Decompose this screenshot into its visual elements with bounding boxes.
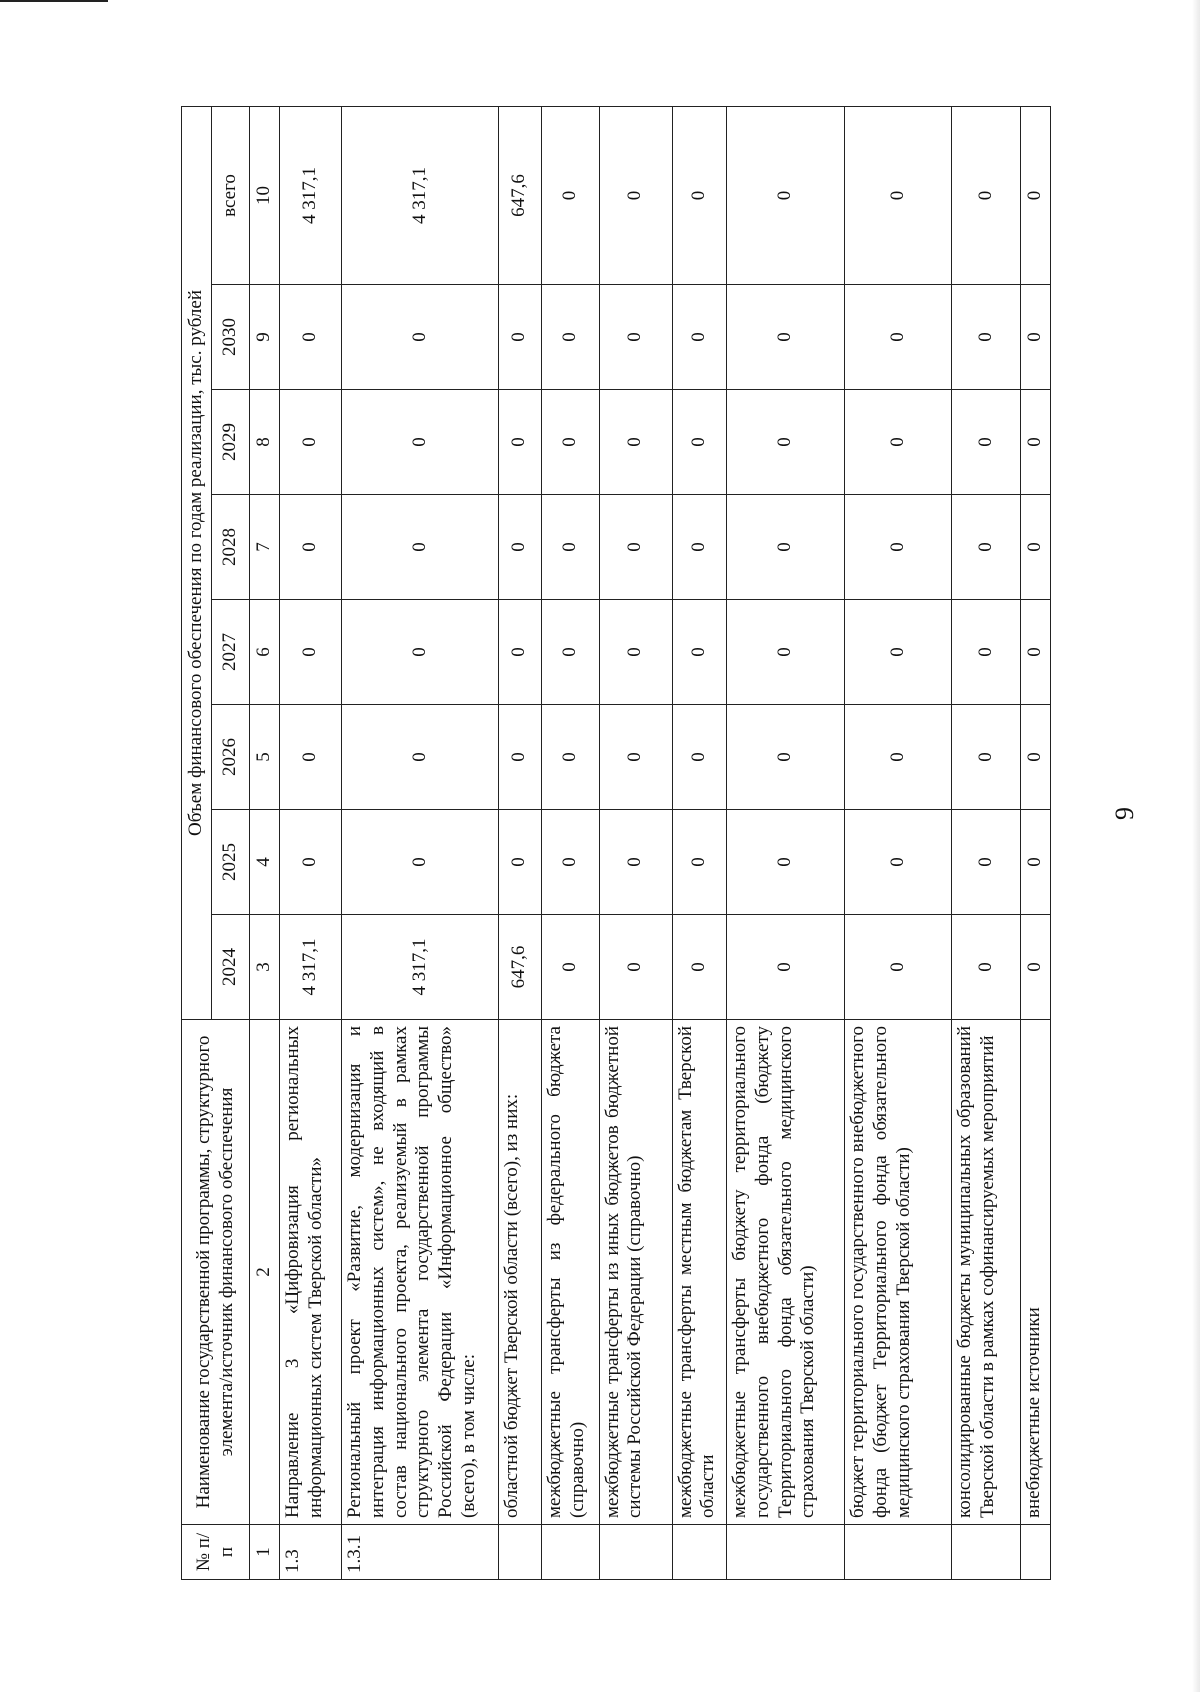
table-row xyxy=(672,106,726,1579)
row-value: 0 xyxy=(599,810,672,915)
column-number: 2 xyxy=(250,1020,280,1525)
column-number: 8 xyxy=(250,390,280,495)
row-number xyxy=(541,1525,599,1580)
header-no: № п/п xyxy=(182,1525,250,1580)
row-name: Направление 3 «Цифровизация региональных информационных систем Тверской области» xyxy=(279,1020,341,1525)
row-value: 0 xyxy=(726,810,844,915)
row-value: 0 xyxy=(599,600,672,705)
row-value: 0 xyxy=(342,390,499,495)
row-total: 647,6 xyxy=(498,106,541,284)
row-value: 0 xyxy=(1021,810,1051,915)
row-value: 0 xyxy=(279,705,341,810)
page-number: 9 xyxy=(1110,807,1139,820)
header-volume: Объем финансового обеспечения по годам реализации, тыс. рублей xyxy=(182,106,212,1019)
row-value: 0 xyxy=(672,705,726,810)
table-row xyxy=(845,106,952,1579)
scan-edge-mark xyxy=(0,0,108,8)
header-year: 2030 xyxy=(212,285,250,390)
header-name: Наименование государственной программы, структурного элемента/источник финансового обеспечения xyxy=(182,1020,250,1525)
row-value: 0 xyxy=(498,495,541,600)
row-name: внебюджетные источники xyxy=(1021,1020,1051,1525)
row-value: 0 xyxy=(541,495,599,600)
financing-table xyxy=(181,106,1051,1580)
row-value: 0 xyxy=(541,600,599,705)
row-value: 0 xyxy=(952,495,1021,600)
row-value: 0 xyxy=(726,390,844,495)
row-value: 4 317,1 xyxy=(342,915,499,1020)
row-value: 0 xyxy=(342,600,499,705)
row-value: 0 xyxy=(279,390,341,495)
row-value: 0 xyxy=(845,705,952,810)
row-total: 0 xyxy=(672,106,726,284)
row-value: 0 xyxy=(599,390,672,495)
row-value: 0 xyxy=(342,810,499,915)
table-row xyxy=(342,106,499,1579)
header-year: 2028 xyxy=(212,495,250,600)
row-value: 0 xyxy=(498,600,541,705)
row-value: 0 xyxy=(845,285,952,390)
row-value: 0 xyxy=(1021,915,1051,1020)
row-value: 0 xyxy=(279,495,341,600)
row-value: 0 xyxy=(599,915,672,1020)
column-number: 6 xyxy=(250,600,280,705)
row-value: 0 xyxy=(1021,495,1051,600)
row-value: 0 xyxy=(672,810,726,915)
row-value: 0 xyxy=(541,915,599,1020)
row-value: 4 317,1 xyxy=(279,915,341,1020)
row-value: 0 xyxy=(845,390,952,495)
row-name: бюджет территориального государственного внебюджетного фонда (бюджет Территориального фонда обязательного медицинского страхования Тверской области) xyxy=(845,1020,952,1525)
column-number: 5 xyxy=(250,705,280,810)
row-number xyxy=(845,1525,952,1580)
row-value: 0 xyxy=(498,810,541,915)
table-row xyxy=(952,106,1021,1579)
row-value: 0 xyxy=(498,285,541,390)
row-name: Региональный проект «Развитие, модернизация и интеграция информационных систем», не входящий в состав национального проекта, реализуемый в рамках структурного элемента государственной программы Российской Федерации «Информационное общество» (всего), в том числе: xyxy=(342,1020,499,1525)
row-value: 0 xyxy=(541,705,599,810)
table-row xyxy=(498,106,541,1579)
row-value: 0 xyxy=(726,915,844,1020)
column-number: 3 xyxy=(250,915,280,1020)
row-value: 0 xyxy=(279,285,341,390)
row-total: 4 317,1 xyxy=(342,106,499,284)
table-row xyxy=(279,106,341,1579)
row-name: консолидированные бюджеты муниципальных образований Тверской области в рамках софинансируемых мероприятий xyxy=(952,1020,1021,1525)
table-row xyxy=(541,106,599,1579)
row-value: 0 xyxy=(599,705,672,810)
row-number: 1.3 xyxy=(279,1525,341,1580)
row-total: 0 xyxy=(952,106,1021,284)
header-year: 2029 xyxy=(212,390,250,495)
rotated-table-container xyxy=(181,107,1051,1580)
row-value: 0 xyxy=(672,390,726,495)
row-total: 0 xyxy=(599,106,672,284)
row-value: 0 xyxy=(342,285,499,390)
row-total: 0 xyxy=(726,106,844,284)
row-value: 0 xyxy=(541,390,599,495)
row-value: 0 xyxy=(1021,390,1051,495)
header-year: 2026 xyxy=(212,705,250,810)
row-number xyxy=(1021,1525,1051,1580)
row-value: 0 xyxy=(279,810,341,915)
row-name: межбюджетные трансферты местным бюджетам Тверской области xyxy=(672,1020,726,1525)
row-value: 0 xyxy=(599,495,672,600)
column-number: 1 xyxy=(250,1525,280,1580)
header-total: всего xyxy=(212,106,250,284)
row-value: 0 xyxy=(726,495,844,600)
row-value: 0 xyxy=(541,285,599,390)
row-total: 0 xyxy=(845,106,952,284)
row-value: 0 xyxy=(845,915,952,1020)
row-value: 0 xyxy=(726,285,844,390)
row-name: межбюджетные трансферты из иных бюджетов бюджетной системы Российской Федерации (справочно) xyxy=(599,1020,672,1525)
row-name: межбюджетные трансферты из федерального бюджета (справочно) xyxy=(541,1020,599,1525)
row-total: 4 317,1 xyxy=(279,106,341,284)
row-value: 0 xyxy=(952,600,1021,705)
column-number: 7 xyxy=(250,495,280,600)
row-value: 647,6 xyxy=(498,915,541,1020)
row-number xyxy=(672,1525,726,1580)
row-value: 0 xyxy=(1021,705,1051,810)
header-year: 2025 xyxy=(212,810,250,915)
row-total: 0 xyxy=(541,106,599,284)
row-number: 1.3.1 xyxy=(342,1525,499,1580)
row-value: 0 xyxy=(952,915,1021,1020)
row-value: 0 xyxy=(726,600,844,705)
column-number: 4 xyxy=(250,810,280,915)
row-value: 0 xyxy=(599,285,672,390)
row-value: 0 xyxy=(279,600,341,705)
column-number: 10 xyxy=(250,106,280,284)
row-value: 0 xyxy=(845,600,952,705)
row-value: 0 xyxy=(1021,285,1051,390)
row-value: 0 xyxy=(952,390,1021,495)
row-value: 0 xyxy=(672,915,726,1020)
row-number xyxy=(726,1525,844,1580)
row-total: 0 xyxy=(1021,106,1051,284)
row-value: 0 xyxy=(952,285,1021,390)
row-value: 0 xyxy=(541,810,599,915)
row-value: 0 xyxy=(845,810,952,915)
row-value: 0 xyxy=(672,600,726,705)
scan-edge-shadow xyxy=(1192,0,1200,1692)
column-numbers-row xyxy=(250,106,280,1579)
row-value: 0 xyxy=(672,285,726,390)
row-value: 0 xyxy=(845,495,952,600)
column-number: 9 xyxy=(250,285,280,390)
row-number xyxy=(599,1525,672,1580)
row-value: 0 xyxy=(672,495,726,600)
table-row xyxy=(599,106,672,1579)
row-value: 0 xyxy=(342,705,499,810)
row-value: 0 xyxy=(498,705,541,810)
row-value: 0 xyxy=(498,390,541,495)
table-row xyxy=(726,106,844,1579)
table-row xyxy=(1021,106,1051,1579)
row-value: 0 xyxy=(952,705,1021,810)
row-value: 0 xyxy=(726,705,844,810)
row-value: 0 xyxy=(342,495,499,600)
row-number xyxy=(952,1525,1021,1580)
row-number xyxy=(498,1525,541,1580)
row-name: межбюджетные трансферты бюджету территориального государственного внебюджетного фонда (бюджету Территориального фонда обязательного медицинского страхования Тверской области) xyxy=(726,1020,844,1525)
row-value: 0 xyxy=(952,810,1021,915)
row-name: областной бюджет Тверской области (всего), из них: xyxy=(498,1020,541,1525)
header-year: 2024 xyxy=(212,915,250,1020)
header-year: 2027 xyxy=(212,600,250,705)
row-value: 0 xyxy=(1021,600,1051,705)
